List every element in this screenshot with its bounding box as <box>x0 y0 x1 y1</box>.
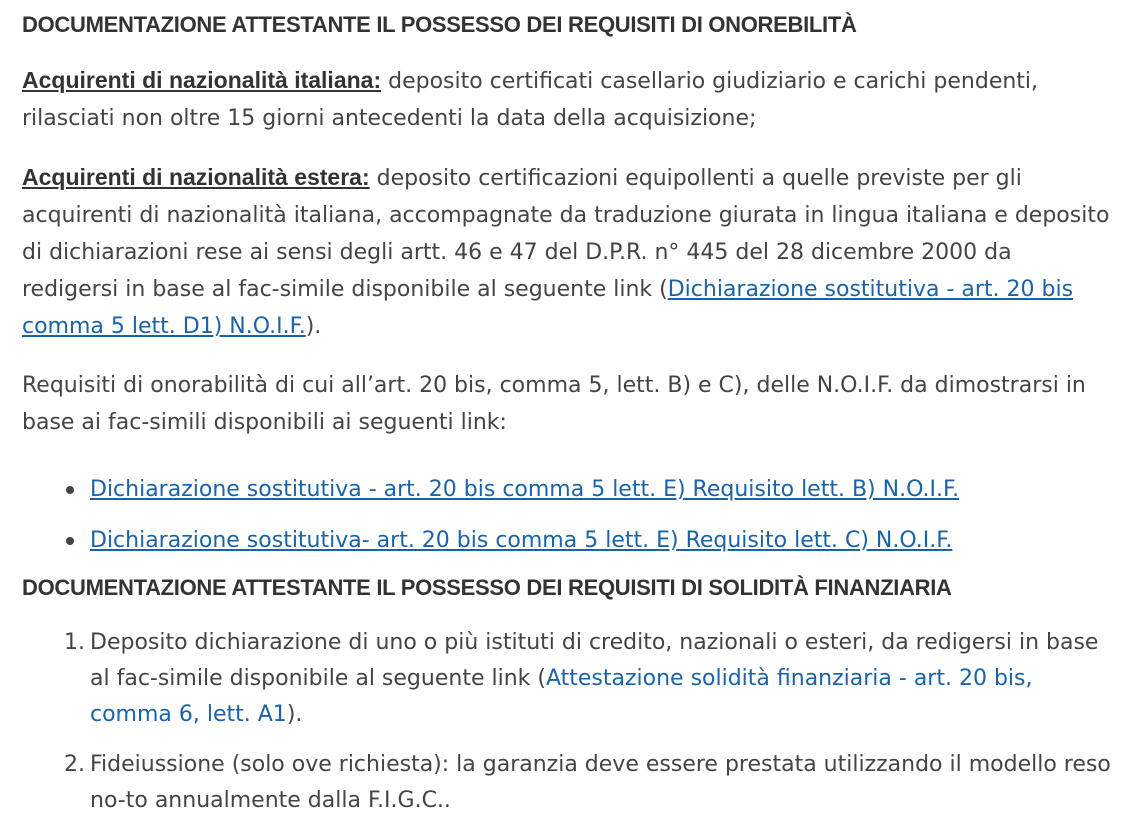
bullet-icon <box>66 537 74 545</box>
list-item <box>22 471 1113 508</box>
paragraph-foreign-buyers <box>22 159 1113 345</box>
text-italian-buyers: deposito certificati casellario giudiziario e carichi pendenti, rilasciati non oltre 15 giorni antecedenti la data della acquisizione; <box>22 69 1039 131</box>
bullet-icon <box>66 486 74 494</box>
link-requisito-b[interactable]: Dichiarazione sostitutiva - art. 20 bis comma 5 lett. E) Requisito lett. B) N.O.I.F. <box>90 477 960 502</box>
label-foreign-buyers: Acquirenti di nazionalità estera: <box>22 164 370 190</box>
links-list <box>22 471 1113 559</box>
section-heading-solidita: DOCUMENTAZIONE ATTESTANTE IL POSSESSO DEI REQUISITI DI SOLIDITÀ FINANZIARIA <box>22 575 952 600</box>
item-suffix: ). <box>286 702 303 727</box>
link-attestazione-solidita[interactable]: Attestazione solidità finanziaria - art. 20 bis, comma 6, lett. A1 <box>90 666 1033 727</box>
numbered-list <box>22 625 1113 819</box>
list-number: 1. <box>64 630 85 655</box>
text-foreign-suffix: ). <box>305 314 322 339</box>
list-item <box>22 522 1113 559</box>
list-item <box>22 625 1113 733</box>
list-item <box>22 747 1113 819</box>
item-text: Fideiussione (solo ove richiesta): la garanzia deve essere prestata utilizzando il modello reso no-to annualmente dalla F.I.G.C.. <box>90 752 1111 813</box>
list-number: 2. <box>64 752 85 777</box>
item-text: Deposito dichiarazione di uno o più istituti di credito, nazionali o esteri, da redigersi in base al fac-simile disponibile al seguente link ( <box>90 630 1099 691</box>
section-heading-onorabilita: DOCUMENTAZIONE ATTESTANTE IL POSSESSO DEI REQUISITI DI ONOREBILITÀ <box>22 12 857 37</box>
label-italian-buyers: Acquirenti di nazionalità italiana: <box>22 67 382 93</box>
text-foreign-buyers: deposito certificazioni equipollenti a quelle previste per gli acquirenti di nazionalità italiana, accompagnate da traduzione giurata in lingua italiana e deposito di dichiarazioni rese ai sensi degli artt. 46 e 47 del D.P.R. n° 445 del 28 dicembre 2000 da redigersi in base al fac-simile disponibile al seguente link ( <box>22 166 1110 302</box>
link-requisito-c[interactable]: Dichiarazione sostitutiva- art. 20 bis comma 5 lett. E) Requisito lett. C) N.O.I.F. <box>90 528 953 553</box>
paragraph-italian-buyers <box>22 62 1113 137</box>
link-dichiarazione-d1[interactable]: Dichiarazione sostitutiva - art. 20 bis comma 5 lett. D1) N.O.I.F. <box>22 277 1074 339</box>
paragraph-requisiti: Requisiti di onorabilità di cui all’art. 20 bis, comma 5, lett. B) e C), delle N.O.I.F. da dimostrarsi in base ai fac-simili disponibili ai seguenti link: <box>22 373 1086 435</box>
